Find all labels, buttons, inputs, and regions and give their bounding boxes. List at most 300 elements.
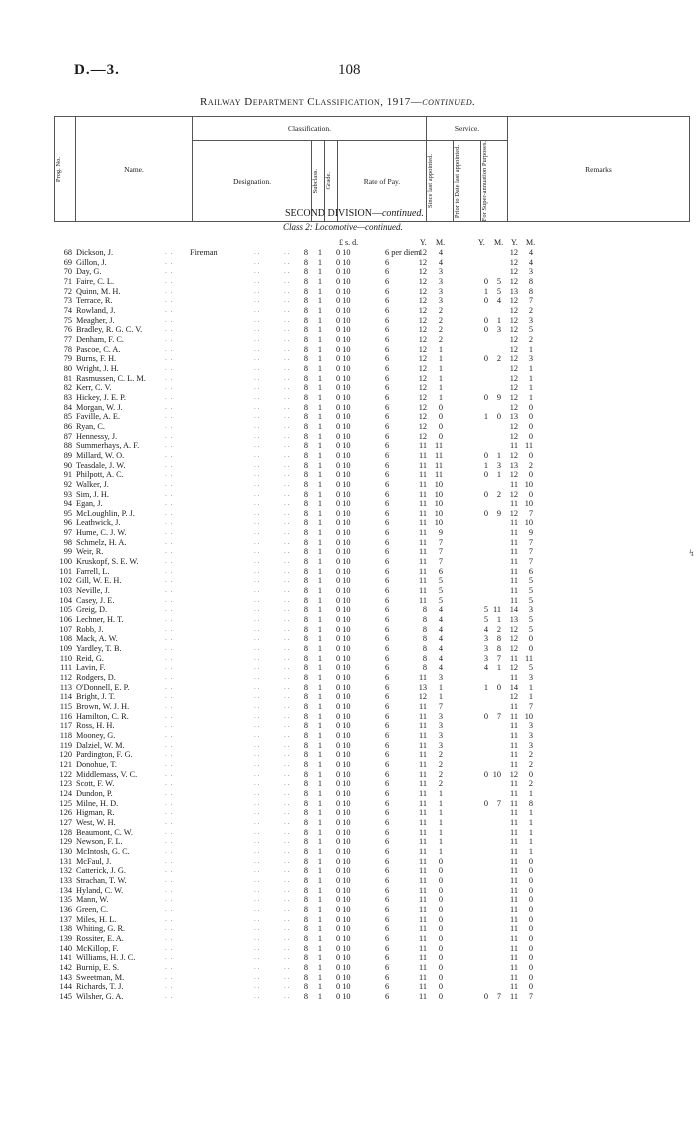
cell-subclass: 8 <box>303 808 308 818</box>
cell-rate-pence: 6 <box>385 557 390 567</box>
table-row <box>0 750 700 759</box>
leader-dots: . . <box>284 663 290 672</box>
leader-dots: . . <box>254 750 260 759</box>
leader-dots: . . <box>254 412 260 421</box>
leader-dots: . . <box>165 953 174 962</box>
cell-name: Day, G. <box>76 267 102 277</box>
cell-since-years: 8 <box>422 615 427 625</box>
cell-name: Bright, J. T. <box>76 692 116 702</box>
table-row <box>0 538 700 547</box>
cell-since-years: 11 <box>419 895 427 905</box>
leader-dots: . . <box>165 489 174 498</box>
table-row <box>0 615 700 624</box>
cell-super-years: 12 <box>509 248 518 257</box>
leader-dots: . . <box>254 518 260 527</box>
cell-subclass: 8 <box>303 605 308 615</box>
cell-name: Morgan, W. J. <box>76 402 123 412</box>
table-row <box>0 789 700 798</box>
cell-name: Miles, H. L. <box>76 914 117 924</box>
leader-dots: . . <box>284 315 290 324</box>
leader-dots: . . <box>165 653 174 662</box>
cell-since-months: 0 <box>438 904 443 914</box>
leader-dots: . . <box>254 392 260 401</box>
cell-grade: 1 <box>317 982 322 992</box>
cell-since-years: 12 <box>418 325 427 335</box>
cell-prior-months: 2 <box>496 354 501 364</box>
table-row <box>0 673 700 682</box>
cell-prog-no: 129 <box>59 837 72 847</box>
cell-since-years: 12 <box>418 431 427 441</box>
unit-m3: M. <box>526 238 536 247</box>
leader-dots: . . <box>284 962 290 971</box>
leader-dots: . . <box>254 846 260 855</box>
cell-super-years: 12 <box>509 769 518 779</box>
cell-prog-no: 74 <box>63 305 72 315</box>
leader-dots: . . <box>284 508 290 517</box>
cell-grade: 1 <box>317 576 322 586</box>
cell-rate-pence: 6 <box>385 692 390 702</box>
leader-dots: . . <box>284 731 290 739</box>
cell-prog-no: 115 <box>59 702 72 712</box>
leader-dots: . . <box>165 576 174 585</box>
cell-rate-pounds-shillings: 0 10 <box>336 634 351 644</box>
leader-dots: . . <box>254 248 260 256</box>
cell-prior-years: 0 <box>483 711 488 721</box>
cell-since-months: 0 <box>438 412 443 422</box>
leader-dots: . . <box>254 856 260 865</box>
table-row <box>0 499 700 508</box>
title-continued: continued. <box>422 96 476 108</box>
leader-dots: . . <box>165 991 174 1000</box>
cell-name: Rowland, J. <box>76 305 116 315</box>
table-row <box>0 354 700 363</box>
cell-subclass: 8 <box>303 537 308 547</box>
page-title <box>200 96 475 108</box>
leader-dots: . . <box>254 798 260 807</box>
cell-rate-pence: 6 <box>385 962 390 972</box>
cell-rate-pounds-shillings: 0 10 <box>336 953 351 963</box>
table-row <box>0 924 700 933</box>
cell-name: Green, C. <box>76 904 109 914</box>
leader-dots: . . <box>284 750 290 759</box>
cell-super-months: 0 <box>528 856 533 866</box>
margin-mark: ↯ <box>688 548 696 558</box>
cell-name: Wright, J. H. <box>76 363 119 373</box>
cell-prog-no: 110 <box>59 653 72 663</box>
table-row <box>0 644 700 653</box>
cell-name: McIntosh, G. C. <box>76 846 130 856</box>
cell-name: McFaul, J. <box>76 856 112 866</box>
leader-dots: . . <box>284 837 290 846</box>
cell-super-years: 12 <box>509 489 518 499</box>
cell-super-years: 11 <box>510 924 518 934</box>
cell-grade: 1 <box>317 344 322 354</box>
since-last-header: Since last appointed. <box>427 141 454 222</box>
cell-rate-pounds-shillings: 0 10 <box>336 808 351 818</box>
cell-super-months: 0 <box>528 904 533 914</box>
table-row <box>0 992 700 1001</box>
cell-super-years: 11 <box>510 875 518 885</box>
cell-name: Hennessy, J. <box>76 431 118 441</box>
table-row <box>0 557 700 566</box>
cell-prior-months: 1 <box>496 315 501 325</box>
cell-since-years: 8 <box>422 634 427 644</box>
cell-super-years: 11 <box>510 808 518 818</box>
cell-super-years: 12 <box>509 421 518 431</box>
cell-prior-years: 0 <box>483 508 488 518</box>
cell-name: Millard, W. O. <box>76 450 125 460</box>
leader-dots: . . <box>254 586 260 595</box>
cell-grade: 1 <box>317 460 322 470</box>
cell-name: Neville, J. <box>76 586 110 596</box>
cell-subclass: 8 <box>303 547 308 557</box>
leader-dots: . . <box>254 460 260 469</box>
cell-name: Mooney, G. <box>76 731 116 740</box>
cell-prior-months: 0 <box>496 412 501 422</box>
cell-since-years: 12 <box>418 344 427 354</box>
cell-grade: 1 <box>317 615 322 625</box>
leader-dots: . . <box>254 479 260 488</box>
leader-dots: . . <box>284 943 290 952</box>
cell-super-years: 11 <box>510 933 518 943</box>
cell-since-months: 1 <box>438 392 443 402</box>
cell-name: Mack, A. W. <box>76 634 118 644</box>
cell-name: Mann, W. <box>76 895 109 905</box>
cell-rate-pence: 6 <box>385 547 390 557</box>
leader-dots: . . <box>254 991 260 1000</box>
cell-grade: 1 <box>317 759 322 769</box>
cell-name: Reid, G. <box>76 653 104 663</box>
table-row <box>0 296 700 305</box>
cell-super-months: 0 <box>528 402 533 412</box>
cell-subclass: 8 <box>303 943 308 953</box>
table-row <box>0 837 700 846</box>
cell-rate-pence: 6 <box>385 846 390 856</box>
cell-prog-no: 89 <box>63 450 72 460</box>
table-row <box>0 258 700 267</box>
table-row <box>0 393 700 402</box>
cell-subclass: 8 <box>303 421 308 431</box>
leader-dots: . . <box>165 402 174 411</box>
cell-prior-years: 0 <box>483 489 488 499</box>
cell-since-months: 5 <box>438 576 443 586</box>
cell-super-years: 11 <box>510 566 518 576</box>
cell-since-months: 0 <box>438 943 443 953</box>
cell-since-years: 11 <box>419 566 427 576</box>
leader-dots: . . <box>284 344 290 353</box>
cell-prog-no: 106 <box>59 615 72 625</box>
cell-subclass: 8 <box>303 479 308 489</box>
cell-since-months: 4 <box>438 248 443 257</box>
leader-dots: . . <box>254 402 260 411</box>
leader-dots: . . <box>254 257 260 266</box>
cell-since-months: 7 <box>438 537 443 547</box>
cell-rate-pence: 6 <box>385 682 390 692</box>
cell-name: Greig, D. <box>76 605 108 615</box>
cell-super-months: 0 <box>528 982 533 992</box>
leader-dots: . . <box>165 933 174 942</box>
leader-dots: . . <box>165 827 174 836</box>
leader-dots: . . <box>165 779 174 788</box>
leader-dots: . . <box>284 644 290 653</box>
cell-since-years: 11 <box>419 982 427 992</box>
cell-grade: 1 <box>317 827 322 837</box>
cell-prior-years: 0 <box>483 296 488 306</box>
cell-rate-pounds-shillings: 0 10 <box>336 576 351 586</box>
cell-super-months: 1 <box>528 827 533 837</box>
cell-since-years: 12 <box>418 334 427 344</box>
cell-rate-pounds-shillings: 0 10 <box>336 702 351 712</box>
cell-rate-pence: 6 <box>385 363 390 373</box>
cell-since-months: 0 <box>438 972 443 982</box>
cell-prog-no: 84 <box>63 402 72 412</box>
cell-grade: 1 <box>317 953 322 963</box>
cell-since-months: 1 <box>438 827 443 837</box>
leader-dots: . . <box>284 354 290 363</box>
cell-prior-months: 8 <box>496 644 501 654</box>
cell-subclass: 8 <box>303 788 308 798</box>
leader-dots: . . <box>254 441 260 450</box>
cell-prog-no: 98 <box>63 537 72 547</box>
cell-rate-pounds-shillings: 0 10 <box>336 354 351 364</box>
cell-name: Teasdale, J. W. <box>76 460 126 470</box>
cell-since-years: 11 <box>419 779 427 789</box>
leader-dots: . . <box>165 605 174 614</box>
cell-name: Egan, J. <box>76 499 103 509</box>
cell-rate-pounds-shillings: 0 10 <box>336 653 351 663</box>
leader-dots: . . <box>254 653 260 662</box>
cell-name: Gillon, J. <box>76 257 107 267</box>
cell-since-years: 11 <box>419 673 427 683</box>
document-reference: D.—3. <box>74 62 120 78</box>
cell-name: Brown, W. J. H. <box>76 702 130 712</box>
leader-dots: . . <box>165 412 174 421</box>
cell-rate-pounds-shillings: 0 10 <box>336 402 351 412</box>
table-row <box>0 248 700 257</box>
cell-name: Dickson, J. <box>76 248 114 257</box>
leader-dots: . . <box>254 885 260 894</box>
cell-since-years: 11 <box>419 547 427 557</box>
cell-since-years: 12 <box>418 276 427 286</box>
cell-prog-no: 132 <box>59 866 72 876</box>
table-row <box>0 654 700 663</box>
cell-super-years: 12 <box>509 634 518 644</box>
cell-super-years: 11 <box>510 528 518 538</box>
cell-grade: 1 <box>317 441 322 451</box>
cell-subclass: 8 <box>303 248 308 257</box>
cell-super-years: 11 <box>510 653 518 663</box>
cell-since-years: 11 <box>419 518 427 528</box>
leader-dots: . . <box>284 682 290 691</box>
leader-dots: . . <box>165 315 174 324</box>
cell-super-months: 0 <box>528 972 533 982</box>
cell-since-years: 11 <box>419 702 427 712</box>
cell-super-months: 7 <box>528 702 533 712</box>
table-row <box>0 383 700 392</box>
cell-super-months: 0 <box>528 644 533 654</box>
cell-rate-pence: 6 <box>385 615 390 625</box>
cell-super-years: 12 <box>509 344 518 354</box>
cell-prog-no: 143 <box>59 972 72 982</box>
cell-since-years: 11 <box>419 508 427 518</box>
cell-subclass: 8 <box>303 557 308 567</box>
cell-subclass: 8 <box>303 305 308 315</box>
cell-prog-no: 76 <box>63 325 72 335</box>
leader-dots: . . <box>165 702 174 711</box>
cell-since-months: 2 <box>438 315 443 325</box>
cell-grade: 1 <box>317 267 322 277</box>
leader-dots: . . <box>254 421 260 430</box>
cell-rate-pounds-shillings: 0 10 <box>336 711 351 721</box>
cell-since-months: 3 <box>438 711 443 721</box>
table-row <box>0 886 700 895</box>
cell-prior-months: 10 <box>492 769 501 779</box>
name-header: Name. <box>76 117 193 222</box>
leader-dots: . . <box>254 547 260 556</box>
cell-super-months: 2 <box>528 305 533 315</box>
cell-super-months: 0 <box>528 895 533 905</box>
superannuation-header: For Super-annuation Purposes. <box>481 141 508 222</box>
cell-super-months: 8 <box>528 798 533 808</box>
leader-dots: . . <box>165 904 174 913</box>
cell-subclass: 8 <box>303 904 308 914</box>
table-row <box>0 876 700 885</box>
leader-dots: . . <box>165 634 174 643</box>
cell-rate-pence: 6 <box>385 586 390 596</box>
leader-dots: . . <box>284 982 290 991</box>
cell-prior-months: 9 <box>496 508 501 518</box>
cell-rate-pence: 6 <box>385 827 390 837</box>
leader-dots: . . <box>254 972 260 981</box>
cell-super-months: 10 <box>524 499 533 509</box>
cell-subclass: 8 <box>303 846 308 856</box>
unit-y2: Y. <box>478 238 485 247</box>
cell-since-months: 3 <box>438 267 443 277</box>
table-row <box>0 953 700 962</box>
cell-grade: 1 <box>317 325 322 335</box>
cell-super-years: 11 <box>510 962 518 972</box>
cell-super-months: 7 <box>528 547 533 557</box>
leader-dots: . . <box>284 257 290 266</box>
cell-subclass: 8 <box>303 653 308 663</box>
leader-dots: . . <box>254 788 260 797</box>
cell-rate-pence: 6 <box>385 856 390 866</box>
cell-super-years: 13 <box>509 460 518 470</box>
leader-dots: . . <box>284 470 290 479</box>
cell-prog-no: 105 <box>59 605 72 615</box>
cell-prior-years: 1 <box>483 682 488 692</box>
cell-rate-pence: 6 <box>385 624 390 634</box>
cell-rate-pence: 6 <box>385 499 390 509</box>
cell-subclass: 8 <box>303 566 308 576</box>
leader-dots: . . <box>165 499 174 508</box>
cell-super-months: 5 <box>528 624 533 634</box>
cell-rate-pence: 6 <box>385 373 390 383</box>
cell-prior-years: 0 <box>483 392 488 402</box>
leader-dots: . . <box>254 924 260 933</box>
page-number: 108 <box>338 62 361 78</box>
leader-dots: . . <box>284 537 290 546</box>
cell-rate-pence: 6 <box>385 528 390 538</box>
cell-subclass: 8 <box>303 441 308 451</box>
cell-name: Yardley, T. B. <box>76 644 122 654</box>
cell-grade: 1 <box>317 914 322 924</box>
cell-grade: 1 <box>317 943 322 953</box>
cell-rate-pence: 6 <box>385 750 390 760</box>
cell-super-months: 5 <box>528 576 533 586</box>
cell-rate-pence: 6 <box>385 566 390 576</box>
cell-super-years: 12 <box>509 334 518 344</box>
cell-prog-no: 94 <box>63 499 72 509</box>
cell-prog-no: 121 <box>59 759 72 769</box>
cell-name: Terrace, R. <box>76 296 113 306</box>
cell-prog-no: 134 <box>59 885 72 895</box>
cell-rate-pence: 6 <box>385 470 390 480</box>
leader-dots: . . <box>254 286 260 295</box>
cell-super-years: 11 <box>510 895 518 905</box>
leader-dots: . . <box>254 769 260 778</box>
leader-dots: . . <box>165 276 174 285</box>
cell-prog-no: 139 <box>59 933 72 943</box>
cell-since-months: 0 <box>438 895 443 905</box>
leader-dots: . . <box>284 673 290 682</box>
table-row <box>0 741 700 750</box>
cell-super-months: 1 <box>528 846 533 856</box>
cell-since-months: 10 <box>434 518 443 528</box>
cell-super-months: 0 <box>528 866 533 876</box>
leader-dots: . . <box>254 827 260 836</box>
cell-prior-years: 0 <box>483 276 488 286</box>
cell-subclass: 8 <box>303 953 308 963</box>
table-row <box>0 982 700 991</box>
cell-subclass: 8 <box>303 982 308 992</box>
cell-designation: Fireman <box>190 248 218 257</box>
leader-dots: . . <box>284 808 290 817</box>
cell-prog-no: 131 <box>59 856 72 866</box>
cell-grade: 1 <box>317 537 322 547</box>
cell-rate-pounds-shillings: 0 10 <box>336 373 351 383</box>
cell-name: Meagher, J. <box>76 315 115 325</box>
cell-name: Beaumont, C. W. <box>76 827 133 837</box>
unit-m1: M. <box>436 238 446 247</box>
table-row <box>0 422 700 431</box>
cell-rate-pounds-shillings: 0 10 <box>336 479 351 489</box>
leader-dots: . . <box>254 508 260 517</box>
cell-rate-pence: 6 <box>385 933 390 943</box>
table-row <box>0 731 700 740</box>
cell-subclass: 8 <box>303 721 308 731</box>
leader-dots: . . <box>284 827 290 836</box>
cell-prog-no: 92 <box>63 479 72 489</box>
table-row <box>0 944 700 953</box>
cell-super-years: 12 <box>509 373 518 383</box>
cell-since-months: 2 <box>438 779 443 789</box>
cell-since-years: 11 <box>419 750 427 760</box>
cell-grade: 1 <box>317 875 322 885</box>
leader-dots: . . <box>165 248 174 256</box>
cell-since-months: 0 <box>438 402 443 412</box>
cell-subclass: 8 <box>303 286 308 296</box>
cell-grade: 1 <box>317 750 322 760</box>
table-row <box>0 586 700 595</box>
cell-name: Robb, J. <box>76 624 104 634</box>
cell-name: Hume, C. J. W. <box>76 528 127 538</box>
cell-name: Milne, H. D. <box>76 798 119 808</box>
cell-since-months: 4 <box>438 663 443 673</box>
leader-dots: . . <box>165 615 174 624</box>
cell-subclass: 8 <box>303 354 308 364</box>
table-row <box>0 518 700 527</box>
